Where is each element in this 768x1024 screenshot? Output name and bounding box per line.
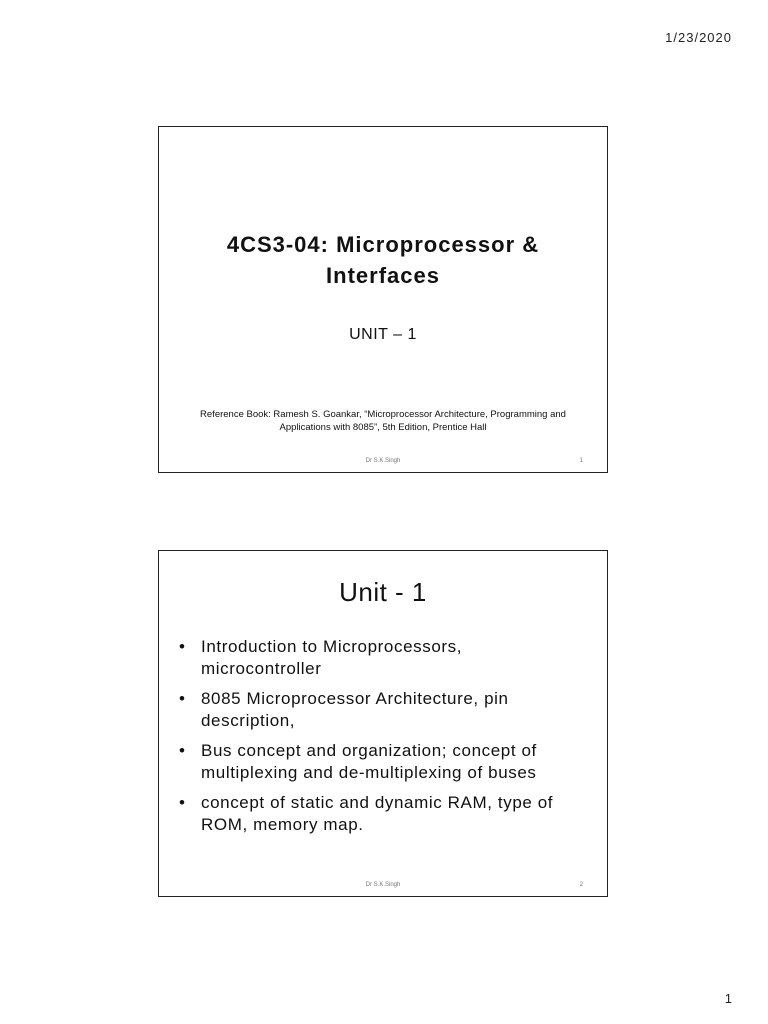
bullet-text-line: Introduction to Microprocessors, xyxy=(201,637,463,656)
reference-text xyxy=(179,408,587,434)
bullet-item xyxy=(177,792,591,836)
bullet-icon: • xyxy=(179,793,186,812)
bullet-item xyxy=(177,636,591,680)
bullet-text-line: 8085 Microprocessor Architecture, pin xyxy=(201,689,509,708)
reference-line: Reference Book: Ramesh S. Goankar, “Microprocessor Architecture, Programming and xyxy=(200,409,566,420)
slide-title-line: Interfaces xyxy=(326,263,440,288)
page-date: 1/23/2020 xyxy=(665,30,732,45)
slide-footer-author: Dr S.K.Singh xyxy=(365,458,401,464)
bullet-text-line: Bus concept and organization; concept of xyxy=(201,741,537,760)
bullet-text-line: description, xyxy=(201,711,296,730)
bullet-text-line: multiplexing and de-multiplexing of buses xyxy=(201,763,537,782)
bullet-item xyxy=(177,688,591,732)
slide-subtitle: UNIT – 1 xyxy=(349,326,417,343)
bullet-icon: • xyxy=(179,637,186,656)
bullet-icon: • xyxy=(179,689,186,708)
slide-number: 1 xyxy=(579,458,583,464)
slide-footer-author: Dr S.K.Singh xyxy=(365,882,401,888)
bullet-icon: • xyxy=(179,741,186,760)
bullet-text-line: microcontroller xyxy=(201,659,322,678)
slide-title xyxy=(179,229,587,291)
bullet-list xyxy=(177,636,591,844)
slide-number: 2 xyxy=(579,882,583,888)
slide-2 xyxy=(158,550,608,897)
page-number: 1 xyxy=(724,991,732,1006)
slide-1 xyxy=(158,126,608,473)
bullet-text-line: ROM, memory map. xyxy=(201,815,364,834)
bullet-item xyxy=(177,740,591,784)
slide-title: Unit - 1 xyxy=(339,577,427,607)
bullet-text-line: concept of static and dynamic RAM, type of xyxy=(201,793,554,812)
reference-line: Applications with 8085”, 5th Edition, Prentice Hall xyxy=(279,422,487,433)
slide-title-line: 4CS3-04: Microprocessor & xyxy=(226,232,540,257)
